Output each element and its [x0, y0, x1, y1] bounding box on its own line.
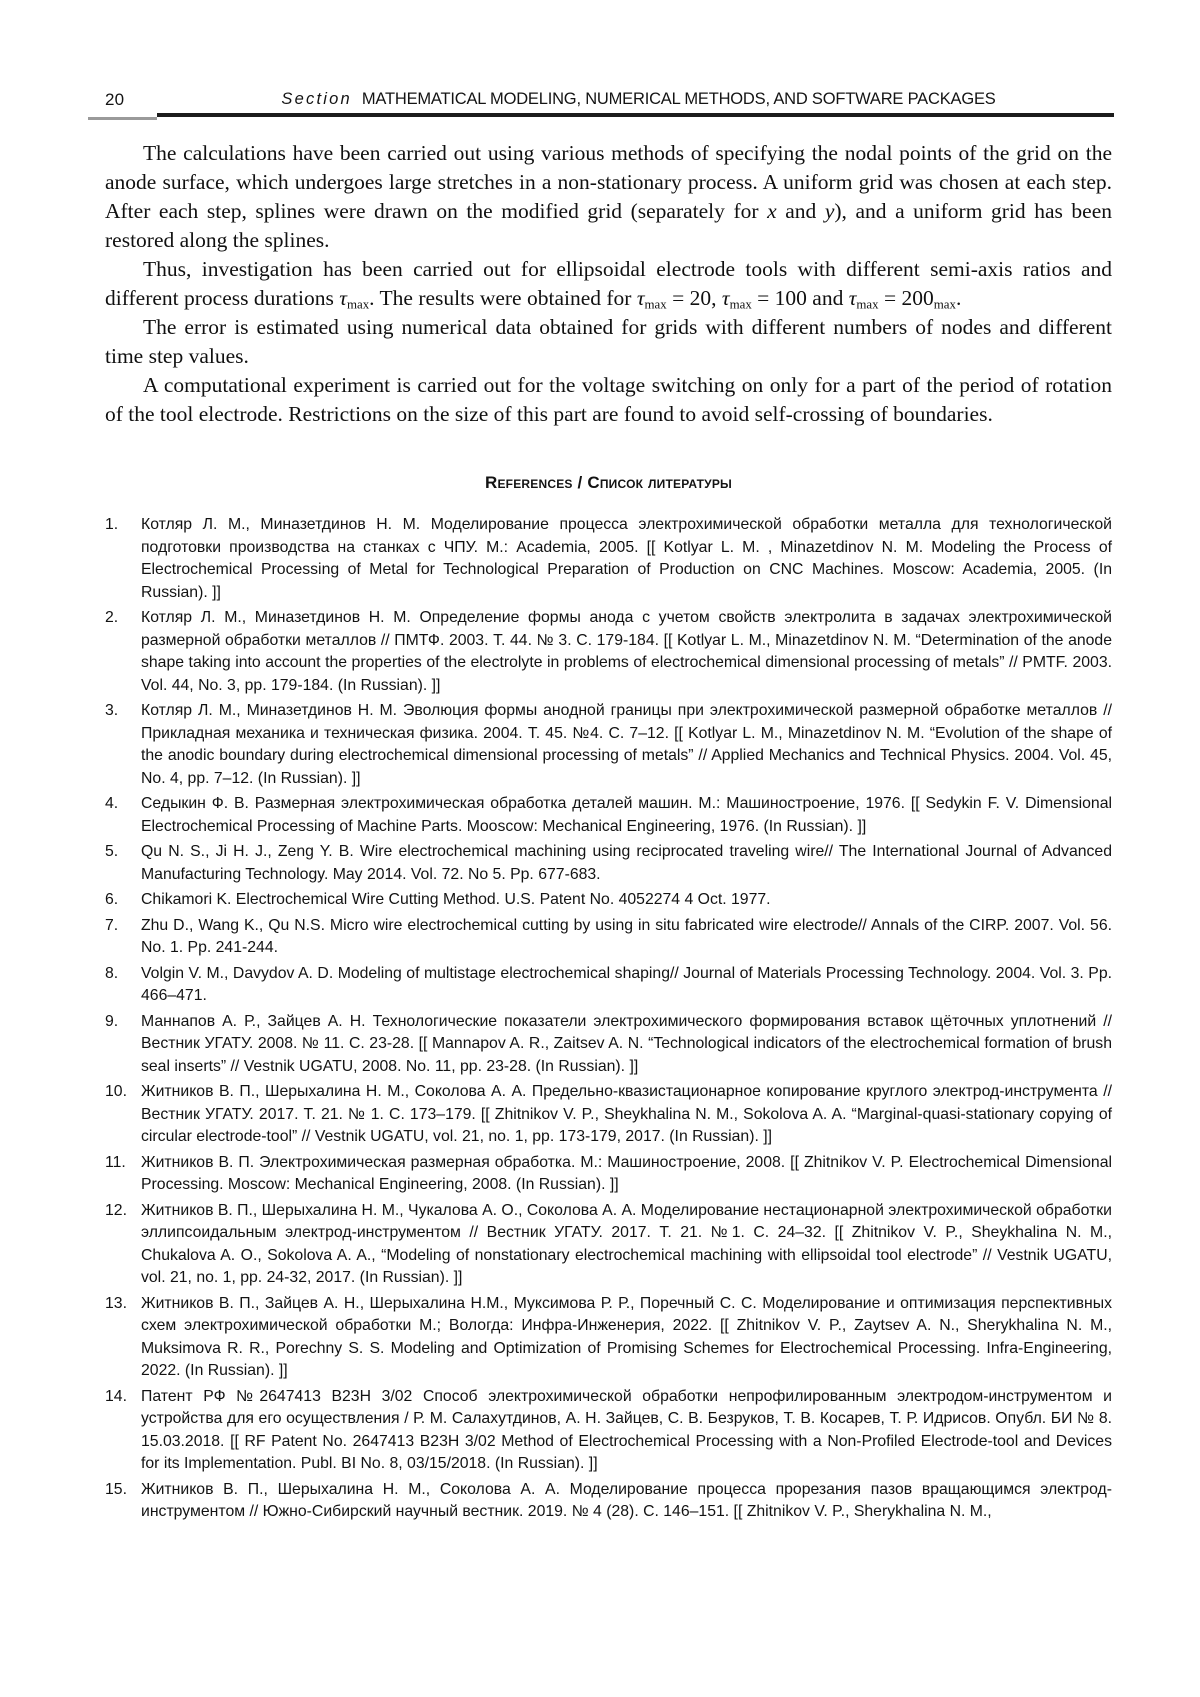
reference-number: 5.: [105, 843, 119, 860]
reference-item: [105, 607, 1112, 697]
reference-text: Патент РФ №2647413 B23H 3/02 Способ электрохимической обработки непрофилированным электродом-инструментом и устройства для его осуществления / Р. М. Салахутдинов, А. Н. Зайцев, С. В. Безруков, Т. В. Косарев, Т. Р. Идрисов. Опубл. БИ № 8. 15.03.2018. [[ RF Patent No. 2647413 B23H 3/02 Method of Electrochemical Processing with a Non-Profiled Electrode-tool and Devices for its Implementation. Publ. BI No. 8, 03/15/2018. (In Russian). ]]: [141, 1387, 1112, 1472]
reference-number: 8.: [105, 964, 119, 982]
reference-item: [105, 1293, 1112, 1383]
reference-text: Chikamori K. Electrochemical Wire Cutting Method. U.S. Patent No. 4052274 4 Oct. 1977.: [141, 891, 771, 908]
reference-number: 7.: [105, 916, 119, 934]
paragraph-4: A computational experiment is carried out for the voltage switching on only for a part of the period of rotation of the tool electrode. Restrictions on the size of this part are found to avoid self-crossing of boundaries.: [105, 373, 1112, 426]
page-number: 20: [105, 90, 125, 109]
reference-number: 9.: [105, 1012, 119, 1030]
reference-number: 3.: [105, 702, 119, 719]
header-rule-left: [88, 117, 157, 120]
reference-number: 15.: [105, 1480, 127, 1498]
paragraph-3: The error is estimated using numerical data obtained for grids with different numbers of nodes and different time step values.: [105, 315, 1112, 368]
page-header: [105, 90, 1112, 122]
reference-text: Седыкин Ф. В. Размерная электрохимическая обработка деталей машин. М.: Машиностроение, 1976. [[ Sedykin F. V. Dimensional Electrochemical Processing of Machine Parts. Mooscow: Mechanical Engineering, 1976. (In Russian). ]]: [141, 795, 1112, 835]
reference-text: Котляр Л. М., Миназетдинов Н. М. Моделирование процесса электрохимической обработки металла для технологической подготовки производства на станках с ЧПУ. М.: Academia, 2005. [[ Kotlyar L. M. , Minazetdinov N. M. Modeling the Process of Electrochemical Processing of Metal for Technological Preparation of Production on CNC Machines. Moscow: Academia, 2005. (In Russian). ]]: [141, 516, 1112, 601]
reference-text: Котляр Л. М., Миназетдинов Н. М. Определение формы анода с учетом свойств электролита в задачах электрохимической размерной обработки металлов // ПМТФ. 2003. Т. 44. № 3. С. 179-184. [[ Kotlyar L. M., Minazetdinov N. M. “Determination of the anode shape taking into account the properties of the electrolyte in problems of electrochemical dimensional processing of metals” // PMTF. 2003. Vol. 44, No. 3, pp. 179-184. (In Russian). ]]: [141, 609, 1112, 694]
reference-number: 14.: [105, 1387, 127, 1405]
reference-item: [105, 1011, 1112, 1079]
references-list: [105, 514, 1112, 1524]
reference-item: [105, 793, 1112, 838]
reference-text: Котляр Л. М., Миназетдинов Н. М. Эволюция формы анодной границы при электрохимической размерной обработке металлов // Прикладная механика и техническая физика. 2004. Т. 45. №4. С. 7–12. [[ Kotlyar L. M., Minazetdinov N. M. “Evolution of the shape of the anodic boundary during electrochemical dimensional processing of metals” // Applied Mechanics and Technical Physics. 2004. Vol. 45, No. 4, pp. 7–12. (In Russian). ]]: [141, 702, 1112, 787]
reference-text: Житников В. П., Шерыхалина Н. М., Соколова А. А. Предельно-квазистационарное копирование круглого электрод-инструмента // Вестник УГАТУ. 2017. Т. 21. № 1. С. 173–179. [[ Zhitnikov V. P., Sheykhalina N. M., Sokolova A. A. “Marginal-quasi-stationary copying of circular electrode-tool” // Vestnik UGATU, vol. 21, no. 1, pp. 173-179, 2017. (In Russian). ]]: [141, 1083, 1112, 1145]
reference-text: Маннапов А. Р., Зайцев А. Н. Технологические показатели электрохимического формирования вставок щёточных уплотнений // Вестник УГАТУ. 2008. № 11. С. 23-28. [[ Mannapov A. R., Zaitsev A. N. “Technological indicators of the electrochemical formation of brush seal inserts” // Vestnik UGATU, 2008. No. 11, pp. 23-28. (In Russian). ]]: [141, 1012, 1112, 1075]
paragraph-1: The calculations have been carried out using various methods of specifying the nodal points of the grid on the anode surface, which undergoes large stretches in a non-stationary process. A uniform grid was chosen at each step. After each step, splines were drawn on the modified grid (separately for x and y), and a uniform grid has been restored along the splines.: [105, 141, 1113, 252]
reference-number: 11.: [105, 1153, 126, 1171]
reference-item: [105, 963, 1112, 1008]
reference-text: Житников В. П. Электрохимическая размерная обработка. М.: Машиностроение, 2008. [[ Zhitnikov V. P. Electrochemical Dimensional Processing. Moscow: Mechanical Engineering, 2008. (In Russian). ]]: [141, 1153, 1112, 1193]
reference-item: [105, 1386, 1112, 1476]
reference-number: 4.: [105, 795, 119, 812]
reference-text: Zhu D., Wang K., Qu N.S. Micro wire electrochemical cutting by using in situ fabricated wire electrode// Annals of the CIRP. 2007. Vol. 56. No. 1. Pp. 241-244.: [141, 916, 1112, 956]
reference-text: Житников В. П., Шерыхалина Н. М., Соколова А. А. Моделирование процесса прорезания пазов вращающимся электрод-инструментом // Южно-Сибирский научный вестник. 2019. № 4 (28). С. 146–151. [[ Zhitnikov V. P., Sherykhalina N. M.,: [141, 1480, 1112, 1520]
running-head: [165, 90, 1112, 109]
reference-text: Volgin V. M., Davydov A. D. Modeling of multistage electrochemical shaping// Journal of Materials Processing Technology. 2004. Vol. 3. Pp. 466–471.: [141, 964, 1112, 1004]
reference-number: 13.: [105, 1294, 127, 1312]
reference-number: 10.: [105, 1083, 127, 1100]
reference-number: 12.: [105, 1201, 127, 1219]
reference-number: 1.: [105, 516, 119, 533]
reference-number: 6.: [105, 891, 119, 908]
header-rule: [157, 113, 1114, 117]
reference-item: [105, 700, 1112, 790]
reference-number: 2.: [105, 609, 119, 626]
references-heading: References / Список литературы: [484, 473, 732, 492]
reference-item: [105, 1152, 1112, 1197]
reference-text: Житников В. П., Шерыхалина Н. М., Чукалова А. О., Соколова А. А. Моделирование нестационарной электрохимической обработки эллипсоидальным электрод-инструментом // Вестник УГАТУ. 2017. Т. 21. №1. С. 24–32. [[ Zhitnikov V. P., Sheykhalina N. M., Chukalova A. O., Sokolova A. A., “Modeling of nonstationary electrochemical machining with ellipsoidal tool electrode” // Vestnik UGATU, vol. 21, no. 1, pp. 24-32, 2017. (In Russian). ]]: [141, 1201, 1112, 1286]
reference-item: [105, 889, 1112, 912]
reference-text: Qu N. S., Ji H. J., Zeng Y. B. Wire electrochemical machining using reciprocated traveling wire// The International Journal of Advanced Manufacturing Technology. May 2014. Vol. 72. No 5. Pp. 677-683.: [141, 843, 1112, 883]
reference-item: [105, 1200, 1112, 1290]
paragraph-2: Thus, investigation has been carried out for ellipsoidal electrode tools with different semi-axis ratios and different process durations $\tau_{max}$. The results were obtained for $\tau_{max} = 20$, $\tau_{max} = 100$ and $\tau_{max} = 200_{max}$.: [105, 257, 1112, 312]
reference-item: [105, 841, 1112, 886]
reference-item: [105, 915, 1112, 960]
reference-item: [105, 1479, 1112, 1524]
reference-item: [105, 514, 1112, 604]
section-label: Section: [281, 90, 352, 108]
reference-text: Житников В. П., Зайцев А. Н., Шерыхалина Н.М., Муксимова Р. Р., Поречный С. С. Моделирование и оптимизация перспективных схем электрохимической обработки М.; Вологда: Инфра-Инженерия, 2022. [[ Zhitnikov V. P., Zaytsev A. N., Sherykhalina N. M., Muksimova R. R., Porechny S. S. Modeling and Optimization of Promising Schemes for Electrochemical Processing. Infra-Engineering, 2022. (In Russian). ]]: [141, 1294, 1112, 1379]
reference-item: [105, 1081, 1112, 1149]
article-body: [105, 139, 1112, 429]
section-title: MATHEMATICAL MODELING, NUMERICAL METHODS, AND SOFTWARE PACKAGES: [361, 90, 996, 108]
